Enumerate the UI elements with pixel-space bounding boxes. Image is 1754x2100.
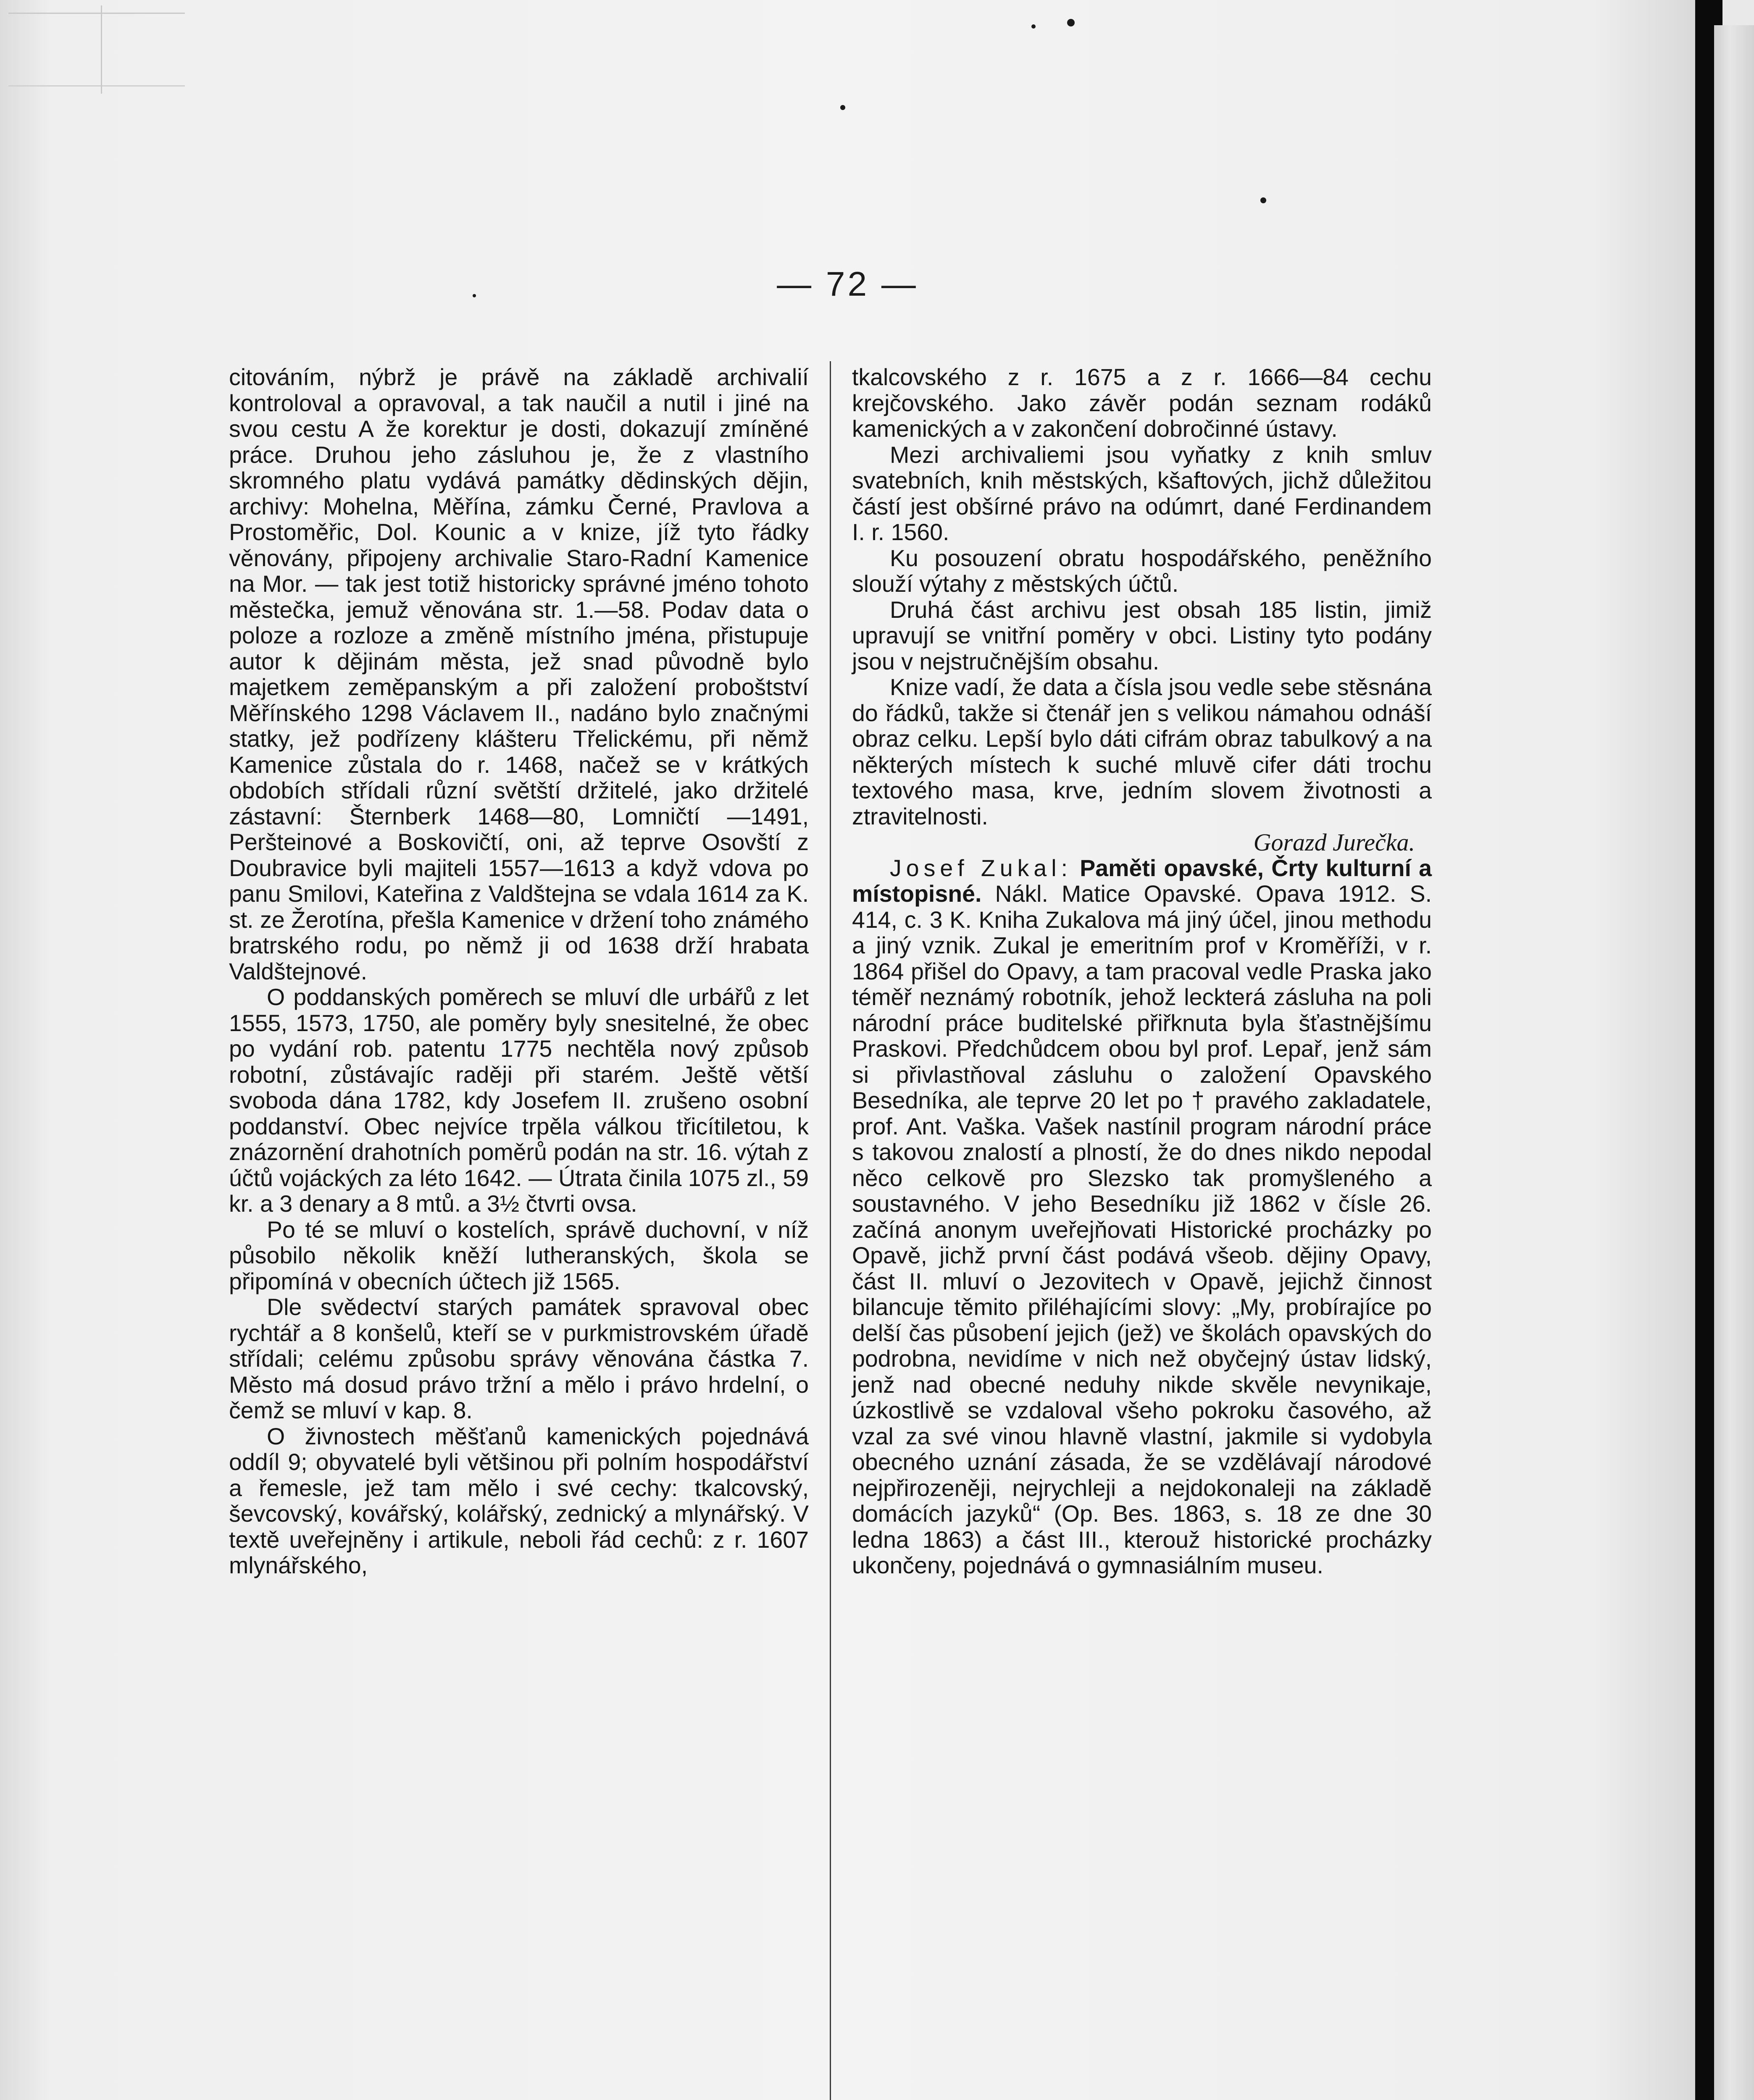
left-text-column bbox=[229, 365, 809, 1579]
paragraph: citováním, nýbrž je právě na základě archivalií kontroloval a opravoval, a tak naučil a nutil i jiné na svou cestu A že korektur je dosti, dokazují zmíněné práce. Druhou jeho zásluhou je, že z vlastního skromného platu vydává památky dědinských dějin, archivy: Mohelna, Měřína, zámku Černé, Pravlova a Prostoměřic, Dol. Kounic a v knize, jíž tyto řádky věnovány, připojeny archivalie Staro-Radní Kamenice na Mor. — tak jest totiž historicky správné jméno tohoto městečka, jemuž věnována str. 1.—58. Podav data o poloze a rozloze a změně místního jména, přistupuje autor k dějinám města, jež snad původně bylo majetkem zeměpanským a při založení proboštství Měřínského 1298 Václavem II., nadáno bylo značnými statky, jež podřízeny klášteru Třelickému, při němž Kamenice zůstala do r. 1468, načež se v krátkých obdobích střídali různí světští držitelé, jako držitelé zástavní: Šternberk 1468—80, Lomničtí —1491, Peršteinové a Boskovičtí, oni, až teprve Osovští z Doubravice byli majiteli 1557—1613 a když vdova po panu Smilovi, Kateřina z Valdštejna se vdala 1614 za K. st. ze Žerotína, přešla Kamenice v držení toho známého bratrského rodu, po němž ji od 1638 drží hrabata Valdštejnové. bbox=[229, 364, 809, 984]
adjacent-page-corner bbox=[1722, 0, 1754, 25]
paragraph: Po té se mluví o kostelích, správě duchovní, v níž působilo několik kněží lutheranských, škola se připomíná v obecních účtech již 1565. bbox=[229, 1216, 809, 1294]
book-review bbox=[852, 856, 1432, 1579]
ink-speck bbox=[1067, 19, 1075, 26]
paragraph: tkalcovského z r. 1675 a z r. 1666—84 cechu krejčovského. Jako závěr podán seznam rodáků kamenických a v zakončení dobročinné ústavy. bbox=[852, 364, 1432, 442]
review-signature: Gorazd Jurečka. bbox=[1253, 829, 1415, 856]
paragraph: Mezi archivaliemi jsou vyňatky z knih smluv svatebních, knih městských, kšaftových, jichž důležitou částí jest obšírné právo na odúmrt, dané Ferdinandem I. r. 1560. bbox=[852, 441, 1432, 545]
ruling-marks bbox=[8, 13, 185, 87]
paragraph: Ku posouzení obratu hospodářského, peněžního slouží výtahy z městských účtů. bbox=[852, 545, 1432, 597]
paragraph: Druhá část archivu jest obsah 185 listin, jimiž upravují se vnitřní poměry v obci. Listiny tyto podány jsou v nejstručnějším obsahu. bbox=[852, 596, 1432, 675]
ink-speck bbox=[840, 105, 845, 110]
paragraph: O živnostech měšťanů kamenických pojednává oddíl 9; obyvatelé byli většinou při polním hospodářství a řemesle, jež tam mělo i své cechy: tkalcovský, ševcovský, kovářský, kolářský, zednický a mlynářský. V textě uveřejněny i artikule, neboli řád cechů: z r. 1607 mlynářského, bbox=[229, 1423, 809, 1578]
paragraph: Knize vadí, že data a čísla jsou vedle sebe stěsnána do řádků, takže si čtenář jen s velikou námahou odnáší obraz celku. Lepší bylo dáti cifrám obraz tabulkový a na některých místech k suché mluvě cifer dáti trochu textového masa, krve, jedním slovem životnosti a ztravitelnosti. bbox=[852, 674, 1432, 830]
ink-speck bbox=[1031, 24, 1036, 29]
paragraph: O poddanských poměrech se mluví dle urbářů z let 1555, 1573, 1750, ale poměry byly snesitelné, že obec po vydání rob. patentu 1775 nechtěla nový způsob robotní, zůstávajíc raději při starém. Ještě větší svoboda dána 1782, kdy Josefem II. zrušeno osobní poddanství. Obec nejvíce trpěla válkou třicítiletou, k znázornění drahotních poměrů podán na str. 16. výtah z účtů vojáckých za léto 1642. — Útrata činila 1075 zl., 59 kr. a 3 denary a 8 mtů. a 3½ čtvrti ovsa. bbox=[229, 984, 809, 1217]
paragraph: Dle svědectví starých památek spravoval obec rychtář a 8 konšelů, kteří se v purkmistrovském úřadě střídali; celému způsobu správy věnována částka 7. Město má dosud právo tržní a mělo i právo hrdelní, o čemž se mluví v kap. 8. bbox=[229, 1294, 809, 1423]
review-author: Josef Zukal: bbox=[890, 855, 1072, 881]
review-book-title: Paměti opavské, Črty kulturní a místopisné. bbox=[852, 855, 1432, 907]
ink-speck bbox=[1260, 197, 1266, 203]
right-text-column bbox=[852, 365, 1432, 1579]
adjacent-page-edge bbox=[1714, 25, 1754, 2100]
review-text: Nákl. Matice Opavské. Opava 1912. S. 414, c. 3 K. Kniha Zukalova má jiný účel, jinou methodu a jiný vznik. Zukal je emeritním prof v Kroměříži, v r. 1864 přišel do Opavy, a tam pracoval vedle Praska jako téměř neznámý robotník, jehož leckterá zásluha na poli národní práce buditelské přiřknuta byla šťastnějšímu Praskovi. Předchůdcem obou byl prof. Lepař, jenž sám si přivlastňoval zásluhu o založení Opavského Besedníka, ale teprve 20 let po † pravého zakladatele, prof. Ant. Vaška. Vašek nastínil program národní práce s takovou znalostí a plností, že do dnes nikdo nepodal něco celkově pro Slezsko tak promyšleného a soustavného. V jeho Besedníku již 1862 v čísle 26. začíná anonym uveřejňovati Historické procházky po Opavě, jichž první část podává všeob. dějiny Opavy, část II. mluví o Jezovitech v Opavě, jejichž činnost bilancuje těmito přiléhajícími slovy: „My, probírajíce po delší čas působení jejich (jež) ve školách opavských do podrobna, nevidíme v nich než obyčejný ústav lidský, jenž nad obecné neduhy nikde skvěle nevynikaje, úzkostlivě se vzdaloval všeho pokroku časového, až vzal za své vinou hlavně vlastní, jakmile si vydobyla obecného uznání zásada, že se vzdělávají národové nejpřirozeněji, nejrychleji a nejdokonaleji na základě domácích jazyků“ (Op. Bes. 1863, s. 18 ze dne 30 ledna 1863) a část III., kterouž historické procházky ukončeny, pojednává o gymnasiálním museu. bbox=[852, 881, 1432, 1578]
column-divider bbox=[830, 361, 831, 2100]
page-number: — 72 — bbox=[777, 265, 918, 303]
